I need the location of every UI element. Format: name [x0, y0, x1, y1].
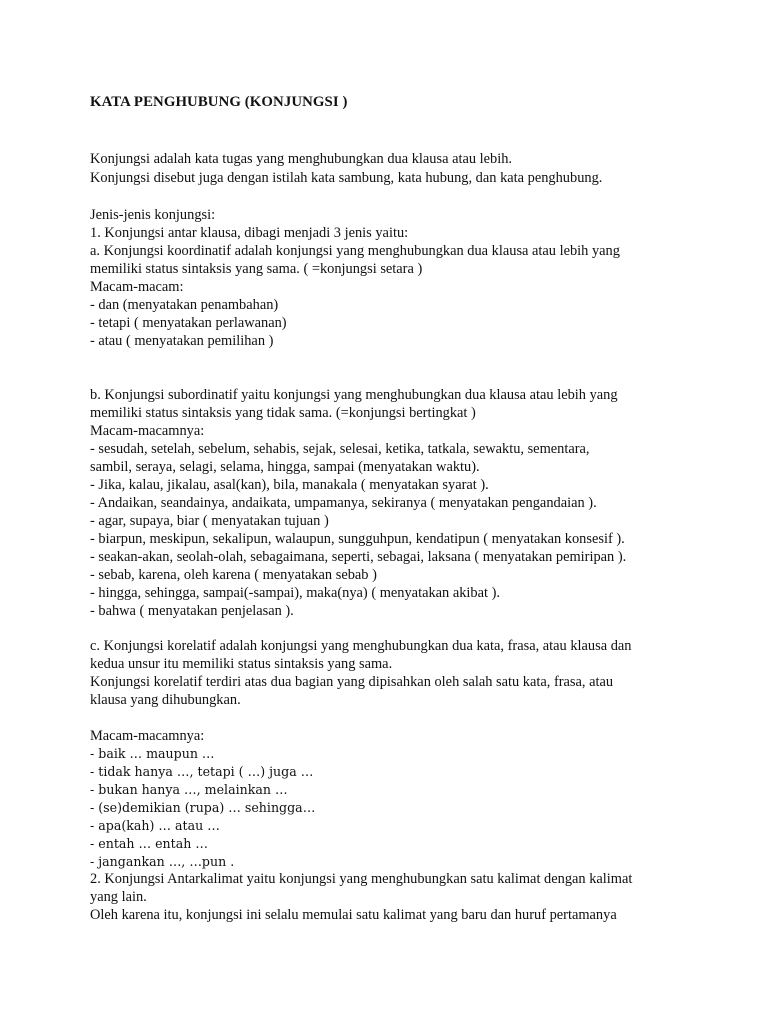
- text-line: 2. Konjungsi Antarkalimat yaitu konjungsi yang menghubungkan satu kalimat dengan kalimat: [90, 871, 633, 887]
- text-line: b. Konjungsi subordinatif yaitu konjungsi yang menghubungkan dua klausa atau lebih yang: [90, 387, 618, 403]
- text-line: 1. Konjungsi antar klausa, dibagi menjadi 3 jenis yaitu:: [90, 225, 409, 241]
- text-line: - biarpun, meskipun, sekalipun, walaupun, sungguhpun, kendatipun ( menyatakan konsesif ).: [90, 531, 625, 547]
- text-line: Konjungsi adalah kata tugas yang menghubungkan dua klausa atau lebih.: [90, 151, 513, 167]
- text-line: - Jika, kalau, jikalau, asal(kan), bila, manakala ( menyatakan syarat ).: [90, 477, 489, 493]
- text-line: kedua unsur itu memiliki status sintaksis yang sama.: [90, 656, 393, 672]
- text-line: a. Konjungsi koordinatif adalah konjungsi yang menghubungkan dua klausa atau lebih yang: [90, 243, 620, 259]
- list-item: - tidak hanya …, tetapi ( …) juga …: [90, 764, 314, 779]
- text-line: - tetapi ( menyatakan perlawanan): [90, 315, 287, 331]
- list-item: - entah … entah …: [90, 836, 208, 851]
- list-item: - jangankan …, …pun .: [90, 854, 235, 869]
- text-line: - agar, supaya, biar ( menyatakan tujuan ): [90, 513, 329, 529]
- text-line: memiliki status sintaksis yang tidak sama. (=konjungsi bertingkat ): [90, 405, 476, 421]
- text-line: - bahwa ( menyatakan penjelasan ).: [90, 603, 294, 619]
- list-item: - (se)demikian (rupa) … sehingga…: [90, 800, 316, 815]
- text-line: - hingga, sehingga, sampai(-sampai), maka(nya) ( menyatakan akibat ).: [90, 585, 500, 601]
- text-line: c. Konjungsi korelatif adalah konjungsi yang menghubungkan dua kata, frasa, atau klausa dan: [90, 638, 632, 654]
- text-line: Konjungsi korelatif terdiri atas dua bagian yang dipisahkan oleh salah satu kata, frasa, atau: [90, 674, 614, 690]
- text-line: klausa yang dihubungkan.: [90, 692, 241, 708]
- document-title: KATA PENGHUBUNG (KONJUNGSI ): [90, 94, 348, 110]
- list-item: - bukan hanya …, melainkan …: [90, 782, 288, 797]
- text-line: - Andaikan, seandainya, andaikata, umpamanya, sekiranya ( menyatakan pengandaian ).: [90, 495, 597, 511]
- text-line: memiliki status sintaksis yang sama. ( =konjungsi setara ): [90, 261, 423, 277]
- text-line: Oleh karena itu, konjungsi ini selalu memulai satu kalimat yang baru dan huruf pertamanya: [90, 907, 617, 923]
- text-line: sambil, seraya, selagi, selama, hingga, sampai (menyatakan waktu).: [90, 459, 480, 475]
- list-item: - apa(kah) … atau …: [90, 818, 220, 833]
- text-line: - sebab, karena, oleh karena ( menyatakan sebab ): [90, 567, 377, 583]
- text-line: yang lain.: [90, 889, 147, 905]
- text-line: - sesudah, setelah, sebelum, sehabis, sejak, selesai, ketika, tatkala, sewaktu, sementara,: [90, 441, 590, 457]
- text-line: Jenis-jenis konjungsi:: [90, 207, 216, 223]
- text-line: - atau ( menyatakan pemilihan ): [90, 333, 274, 349]
- text-line: Macam-macamnya:: [90, 728, 205, 744]
- text-line: - seakan-akan, seolah-olah, sebagaimana, seperti, sebagai, laksana ( menyatakan pemiripan ).: [90, 549, 627, 565]
- list-item: - baik … maupun …: [90, 746, 215, 761]
- text-line: Macam-macam:: [90, 279, 184, 295]
- text-line: Konjungsi disebut juga dengan istilah kata sambung, kata hubung, dan kata penghubung.: [90, 170, 603, 186]
- text-line: - dan (menyatakan penambahan): [90, 297, 279, 313]
- text-line: Macam-macamnya:: [90, 423, 205, 439]
